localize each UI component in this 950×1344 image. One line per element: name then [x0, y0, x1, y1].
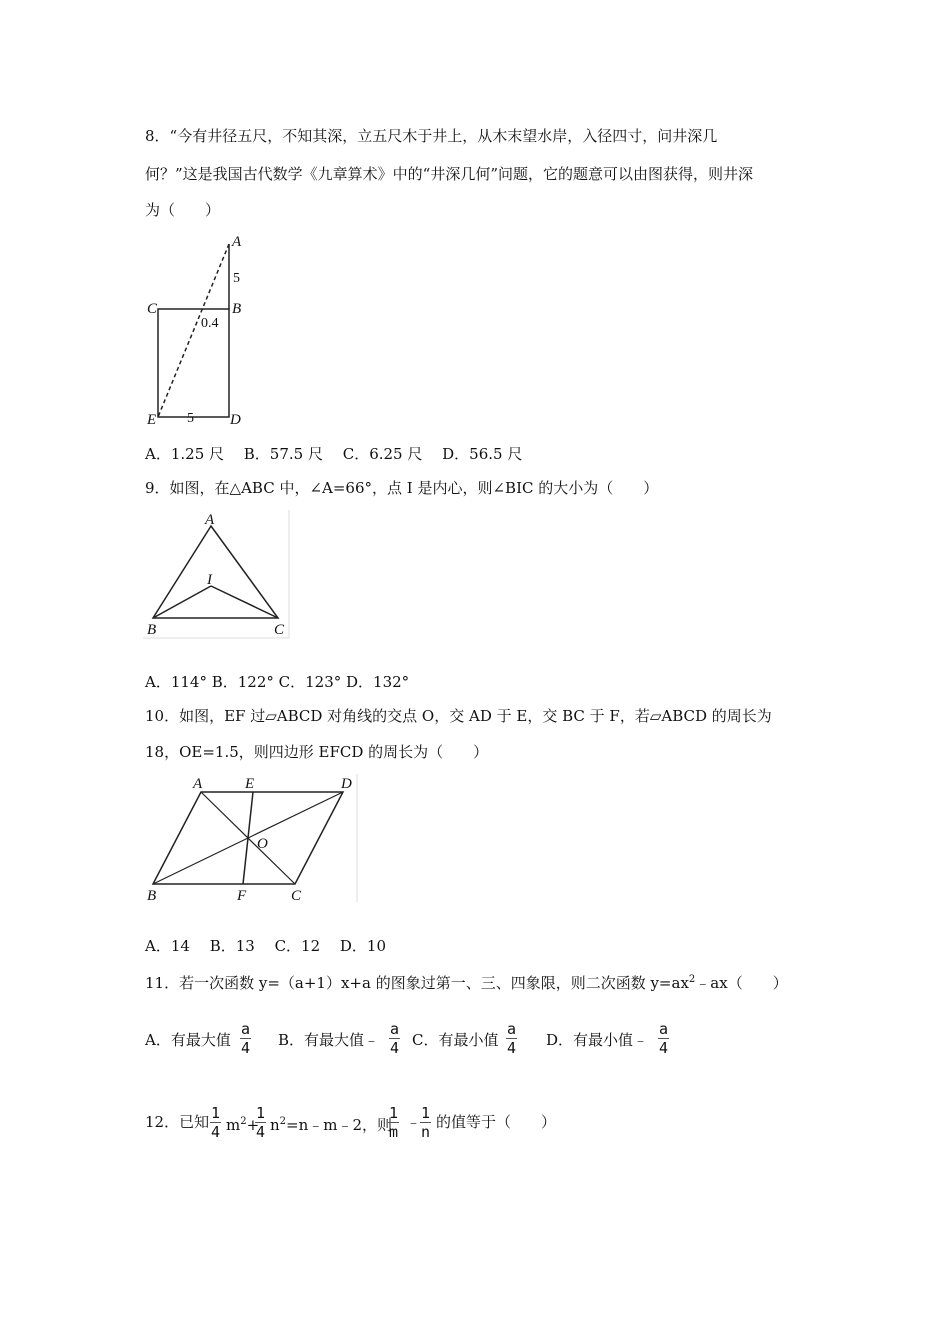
q11-option-d-label: D．有最小值﹣ — [546, 1031, 649, 1049]
q12-text-pre: 12．已知 — [145, 1113, 210, 1131]
q11-text-post: ﹣ax（ ） — [695, 974, 788, 992]
q12-fraction-quarter-1 — [210, 1104, 221, 1141]
label-e: E — [147, 412, 157, 428]
label-f: F — [237, 888, 247, 904]
frac-numerator: a — [241, 1020, 251, 1038]
label-d: D — [341, 776, 352, 792]
frac-numerator: 1 — [389, 1104, 399, 1122]
q12-fraction-quarter-2 — [255, 1104, 266, 1141]
q11-exponent: 2 — [688, 974, 696, 985]
label-cb-part: 0.4 — [201, 316, 219, 331]
q11-option-d-fraction — [658, 1020, 669, 1057]
q11-text-line-1 — [145, 970, 788, 993]
q8-text-line-1: 8．“今有井径五尺，不知其深，立五尺木于井上，从木末望水岸，入径四寸，问井深几 — [145, 127, 718, 145]
frac-denominator: 4 — [390, 1039, 400, 1057]
label-c: C — [147, 301, 158, 317]
q9-text-line-1: 9．如图，在△ABC 中，∠A=66°，点 I 是内心，则∠BIC 的大小为（ ） — [145, 479, 659, 497]
label-a: A — [232, 234, 242, 250]
q11-option-c-fraction — [506, 1020, 517, 1057]
frac-denominator: 4 — [256, 1123, 266, 1141]
label-c: C — [274, 622, 285, 638]
frac-denominator: 4 — [211, 1123, 221, 1141]
q10-text-line-1: 10．如图，EF 过▱ABCD 对角线的交点 O，交 AD 于 E，交 BC 于 F，若▱ABCD 的周长为 — [145, 707, 772, 725]
frac-numerator: 1 — [421, 1104, 431, 1122]
label-ab-length: 5 — [233, 271, 240, 286]
frac-numerator: a — [390, 1020, 400, 1038]
label-o: O — [257, 836, 268, 852]
label-i: I — [207, 572, 212, 588]
q11-option-c-label: C．有最小值 — [412, 1031, 499, 1049]
q12-var-m: m — [226, 1116, 241, 1134]
q8-text-line-2: 何？”这是我国古代数学《九章算术》中的“井深几何”问题，它的题意可以由图获得，则井深 — [145, 165, 754, 183]
q12-plus: + — [246, 1116, 260, 1134]
q12-minus: ﹣ — [406, 1113, 422, 1131]
label-b: B — [232, 301, 242, 317]
q11-option-a-label: A．有最大值 — [145, 1031, 231, 1049]
label-d: D — [230, 412, 241, 428]
q8-text-line-3: 为（ ） — [145, 201, 221, 219]
frac-denominator: 4 — [241, 1039, 251, 1057]
frac-numerator: a — [507, 1020, 517, 1038]
label-e: E — [245, 776, 255, 792]
frac-denominator: m — [389, 1123, 399, 1141]
q12-fraction-one-over-n — [420, 1104, 431, 1141]
q12-mid-text: =n﹣m﹣2，则 — [286, 1116, 393, 1134]
q11-option-a-fraction — [240, 1020, 251, 1057]
q8-options: A．1.25 尺 B．57.5 尺 C．6.25 尺 D．56.5 尺 — [145, 445, 523, 463]
frac-numerator: 1 — [256, 1104, 266, 1122]
frac-numerator: a — [659, 1020, 669, 1038]
segment-bi — [153, 586, 211, 618]
q11-option-b-label: B．有最大值﹣ — [278, 1031, 380, 1049]
q11-text-pre: 11．若一次函数 y=（a+1）x+a 的图象过第一、三、四象限，则二次函数 y=ax — [145, 974, 689, 992]
q8-well-figure — [143, 232, 253, 432]
q12-var-n: n — [270, 1116, 280, 1134]
q12-exponent: 2 — [279, 1116, 287, 1127]
q9-options: A．114° B．122° C．123° D．132° — [145, 673, 410, 691]
q12-exponent: 2 — [240, 1116, 247, 1127]
q12-term-n-squared — [270, 1112, 392, 1135]
frac-denominator: 4 — [659, 1039, 669, 1057]
triangle-abc — [153, 526, 278, 618]
segment-ci — [211, 586, 278, 618]
label-ed-length: 5 — [187, 411, 194, 426]
q9-triangle-figure — [143, 508, 293, 640]
q10-text-line-2: 18，OE=1.5，则四边形 EFCD 的周长为（ ） — [145, 743, 489, 761]
label-a: A — [205, 512, 215, 528]
q10-options: A．14 B．13 C．12 D．10 — [145, 937, 387, 955]
label-b: B — [147, 622, 157, 638]
frac-numerator: 1 — [211, 1104, 221, 1122]
q11-option-b-fraction — [389, 1020, 400, 1057]
label-b: B — [147, 888, 157, 904]
label-c: C — [291, 888, 302, 904]
frac-denominator: n — [421, 1123, 431, 1141]
q12-text-post: 的值等于（ ） — [436, 1113, 557, 1131]
q12-fraction-one-over-m — [388, 1104, 399, 1141]
q10-parallelogram-figure — [143, 772, 361, 904]
frac-denominator: 4 — [507, 1039, 517, 1057]
label-a: A — [193, 776, 203, 792]
segment-ef — [243, 792, 253, 884]
